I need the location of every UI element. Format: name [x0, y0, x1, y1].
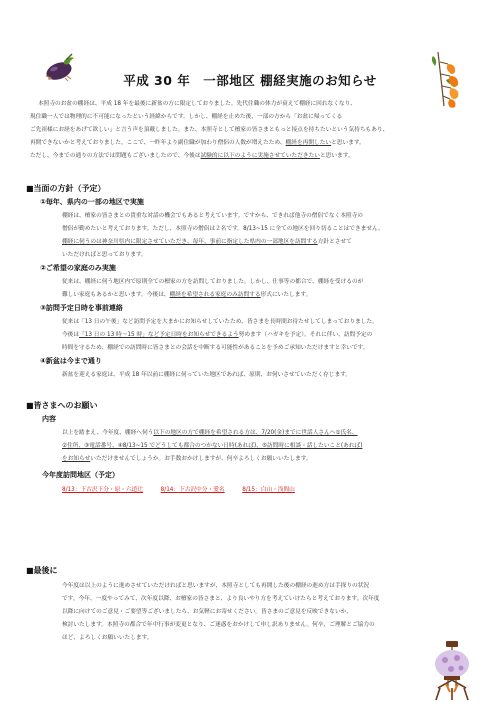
bon-lantern-icon — [426, 640, 478, 702]
policy-item-1-line-1: 棚経は、檀家の皆さまとの貴重な対話の機会でもあると考えています。ですから、できれば他寺の僧侶でなく本照寺の — [62, 213, 363, 219]
request-line-1: 以上を踏まえ、今年度、棚経へ伺う以下の地区の方で棚経を希望される方は、7/20(金)までに世話人さんへ①氏名、 — [62, 430, 358, 436]
policy-item-3-line-2: 今後は「13 日の 13 時〜15 時」など予定日時をお知らせできるよう努めます（ハガキを予定）。それに伴い、訪問予定の — [62, 332, 373, 338]
district-list — [62, 484, 295, 496]
district-0815: 8/15：白山・浅間山 — [242, 487, 295, 493]
policy-item-2-line-1: 従来は、棚経に伺う地区内で原則全ての檀家の方を訪問しておりました。しかし、仕事等の都合で、棚経を受けるのが — [62, 279, 364, 285]
policy-item-3-line-1: 従来は「13 日の午後」など訪問予定を大まかにお知らせしていたため、皆さまを長時間お待たせしてしまっておりました。 — [62, 319, 378, 325]
closing-line-4: 検討いたします。本照寺の都合で年中行事が変更となり、ご迷惑をおかけして申し訳ありません。何卒、ご理解とご協力の — [62, 622, 375, 628]
policy-item-4-line-1: 新盆を迎える家庭は、平成 18 年以前に棚経に伺っていた地区であれば、原則、お伺いさせていただく存じます。 — [62, 372, 352, 378]
district-heading: 今年度訪問地区（予定） — [42, 471, 119, 479]
trial-emphasis: 試験的に以下のように実施させていただきたい — [200, 153, 320, 159]
closing-line-5: ほど、よろしくお願いいたします。 — [62, 635, 153, 641]
policy-item-1-line-2: 僧侶が勤めたいと考えております。ただし、本照寺の僧侶は２名です。8/13~15 に全ての地区を回り切ることはできません。 — [62, 226, 384, 232]
policy-item-3-heading: ③訪問予定日時を事前連絡 — [40, 304, 123, 312]
district-0813: 8/13：下古沢下分・原・六道辻 — [62, 487, 144, 493]
policy-item-4-heading: ④新盆は今まで通り — [40, 357, 102, 365]
policy-item-1-line-4: いただければと思っております。 — [62, 252, 147, 258]
district-0814: 8/14：下古沢中分・愛名 — [160, 487, 225, 493]
closing-line-2: です。今年、一度やってみて、次年度以降、お檀家の皆さまと、より良いやり方を考えていけたらと考えております。次年度 — [62, 596, 380, 602]
closing-heading: ■最後に — [26, 566, 58, 575]
request-content-heading: 内容 — [42, 415, 56, 423]
intro-line-5: ただし、今までの通りの方法では問題もございましたので、今後は試験的に以下のように実施させていただきたいと思います。 — [30, 153, 354, 159]
policy-item-1-heading: ①毎年、県内の一部の地区で実施 — [40, 198, 144, 206]
intro-line-2: 現住職一人では物理的に不可能になったという経緯からです。しかし、棚経を止めた後、一部の方から「お盆に帰ってくる — [30, 114, 343, 120]
intro-line-1: 本照寺のお盆の棚経は、平成 18 年を最後に新盆の方に限定しておりました。先代住職の体力が衰えて棚経に回れなくなり、 — [38, 101, 356, 107]
intro-line-3: ご先祖様にお経をあげて欲しい」と言う声を頂戴しました。また、本照寺として檀家の皆さまともっと接点を持ちたいという気持ちもあり、 — [30, 127, 389, 133]
page-title: 平成 30 年 一部地区 棚経実施のお知らせ — [123, 73, 377, 89]
policy-heading: ■当面の方針（予定） — [26, 184, 106, 193]
policy-item-1-line-3: 棚経に伺うのは神奈川県内に限定させていただき、毎年、事前に指定した県内の一部地区を訪問する方針とさせて — [62, 239, 352, 245]
request-line-2: ②住所、③電話番号、④8/13~15 でどうしても都合のつかない日時(あれば)、⑤訪問時に相談・話したいこと(あれば) — [62, 443, 363, 449]
policy-item-3-line-3: 時間を守るため、棚経での訪問時に皆さまとの会話を中断する可能性があることを予めご承知いただけますと幸いです。 — [62, 345, 369, 351]
resume-emphasis: 棚経を再開したい — [285, 140, 332, 146]
closing-line-3: 以降に向けてのご意見・ご要望等ございましたら、お気軽にお寄せください。皆さまのご意見を反映できないか、 — [62, 609, 353, 615]
closing-line-1: 今年度は以上のように進めさせていただければと思いますが、本照寺としても再開した後の棚経の進め方は手探りの状況 — [62, 583, 370, 589]
policy-item-2-line-2: 難しい家庭もあるかと思います。今後は、棚経を希望される家庭のみ訪問する形式にいたします。 — [62, 292, 312, 298]
lantern-plant-icon — [430, 50, 466, 110]
request-heading: ■皆さまへのお願い — [26, 401, 98, 410]
request-line-3: をお知らせいただけませんでしょうか。お手数おかけしますが、何卒よろしくお願いいたします。 — [62, 456, 312, 462]
policy-item-2-heading: ②ご希望の家庭のみ実施 — [40, 264, 116, 272]
intro-line-4: 再開できないかと考えておりました。ここで、一昨年より副住職が加わり僧侶の人数が増えたため、棚経を再開したいと思います。 — [30, 140, 365, 146]
